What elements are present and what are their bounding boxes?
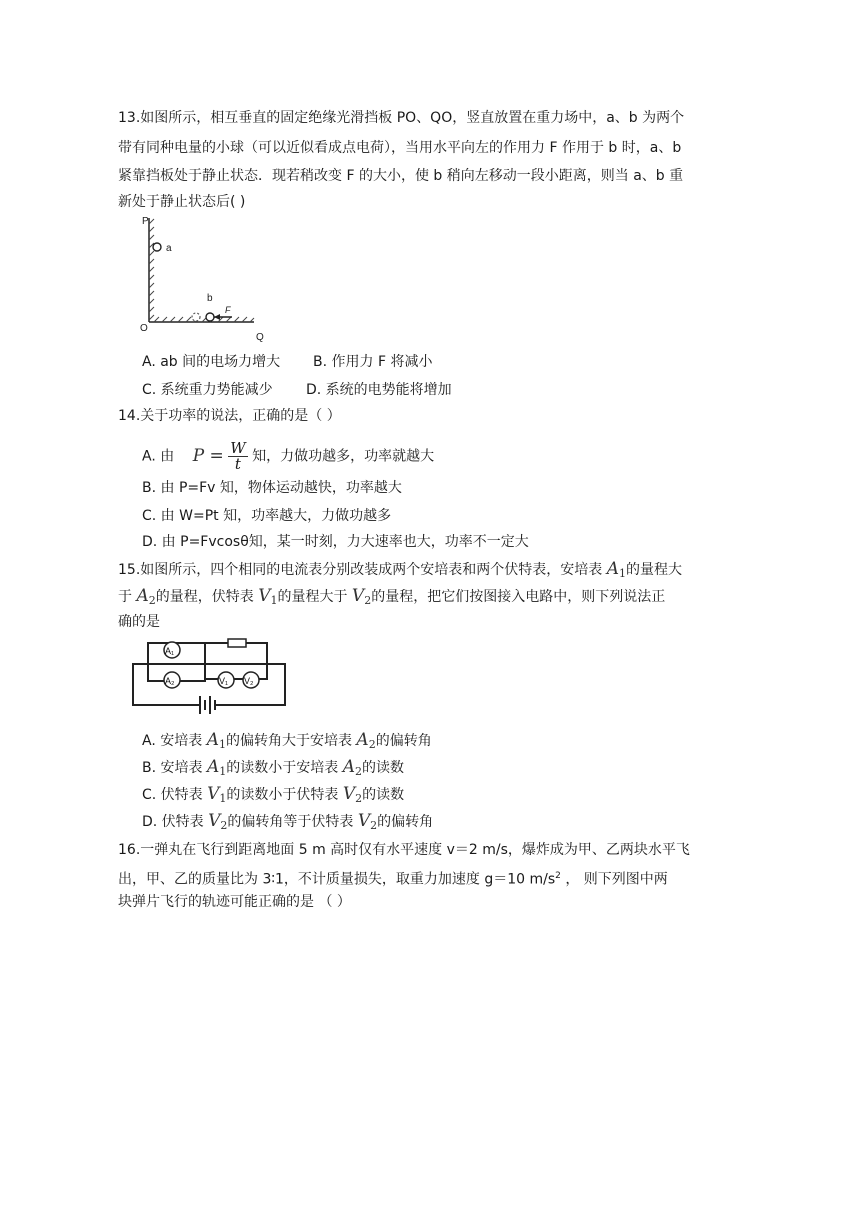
label-a: a: [166, 243, 172, 254]
svg-text:A₁: A₁: [165, 646, 175, 656]
svg-text:A₂: A₂: [165, 676, 175, 686]
q15-stem-line-2: 于 $A_2$的量程，伏特表 $V_1$的量程大于 $V_2$的量程，把它们按图接入电路中，则下列说法正: [118, 586, 666, 607]
formula-lhs: P =: [192, 445, 224, 466]
q13-stem-line-2: 带有同种电量的小球（可以近似看成点电荷），当用水平向左的作用力 F 作用于 b 时，a、b: [118, 140, 682, 156]
label-O: O: [140, 323, 148, 334]
q15-circuit-figure: [130, 638, 290, 722]
q13-stem-line-4: 新处于静止状态后( ): [118, 194, 246, 210]
q15-option-b: B. 安培表 $A_1$的读数小于安培表 $A_2$的读数: [142, 757, 404, 778]
q15-stem-line-3: 确的是: [118, 614, 160, 630]
q14-stem: 14.关于功率的说法，正确的是（ ）: [118, 408, 341, 424]
q15-stem-line-1: 15.如图所示，四个相同的电流表分别改装成两个安培表和两个伏特表，安培表 $A_1$的量程大: [118, 559, 682, 580]
q13-stem-line-1: 13.如图所示，相互垂直的固定绝缘光滑挡板 PO、QO，竖直放置在重力场中，a、b 为两个: [118, 110, 685, 126]
q13-option-d: D. 系统的电势能将增加: [306, 382, 452, 398]
q13-figure: [132, 210, 282, 348]
resistor: [228, 639, 246, 647]
q15-option-a: A. 安培表 $A_1$的偏转角大于安培表 $A_2$的偏转角: [142, 730, 432, 751]
q16-stem-line-1: 16.一弹丸在飞行到距离地面 5 m 高时仅有水平速度 v＝2 m/s，爆炸成为甲、乙两块水平飞: [118, 842, 690, 858]
q14-option-d: D. 由 P=Fvcosθ知，某一时刻，力大速率也大，功率不一定大: [142, 534, 529, 550]
ball-b: [206, 313, 214, 321]
label-Q: Q: [256, 332, 264, 343]
q14-option-c: C. 由 W=Pt 知，功率越大，力做功越多: [142, 508, 392, 524]
q15-option-c: C. 伏特表 $V_1$的读数小于伏特表 $V_2$的读数: [142, 784, 405, 805]
formula-fraction: $\frac{W}{t}$: [230, 439, 246, 473]
svg-text:V₂: V₂: [244, 676, 254, 686]
ball-a-ghost: [192, 313, 200, 321]
q13-option-c: C. 系统重力势能减少: [142, 382, 273, 398]
q14-option-b: B. 由 P=Fv 知，物体运动越快，功率越大: [142, 480, 402, 496]
q13-option-b: B. 作用力 F 将减小: [313, 354, 433, 370]
label-F: F: [225, 305, 231, 315]
svg-text:V₁: V₁: [219, 676, 229, 686]
label-b: b: [207, 293, 213, 304]
q14-option-a: A. 由 P = $\frac{W}{t}$ 知，力做功越多，功率就越大: [142, 439, 435, 473]
q13-stem-line-3: 紧靠挡板处于静止状态．现若稍改变 F 的大小，使 b 稍向左移动一段小距离，则当 a、b 重: [118, 168, 684, 184]
ball-a: [153, 243, 161, 251]
label-P: P: [142, 216, 149, 227]
q16-stem-line-3: 块弹片飞行的轨迹可能正确的是 （ ）: [118, 894, 351, 910]
q13-option-a: A. ab 间的电场力增大: [142, 354, 281, 370]
q16-stem-line-2: 出，甲、乙的质量比为 3∶1，不计质量损失，取重力加速度 g＝10 $m/s^2$ ， 则下列图中两: [118, 871, 668, 888]
q15-option-d: D. 伏特表 $V_2$的偏转角等于伏特表 $V_2$的偏转角: [142, 811, 434, 832]
